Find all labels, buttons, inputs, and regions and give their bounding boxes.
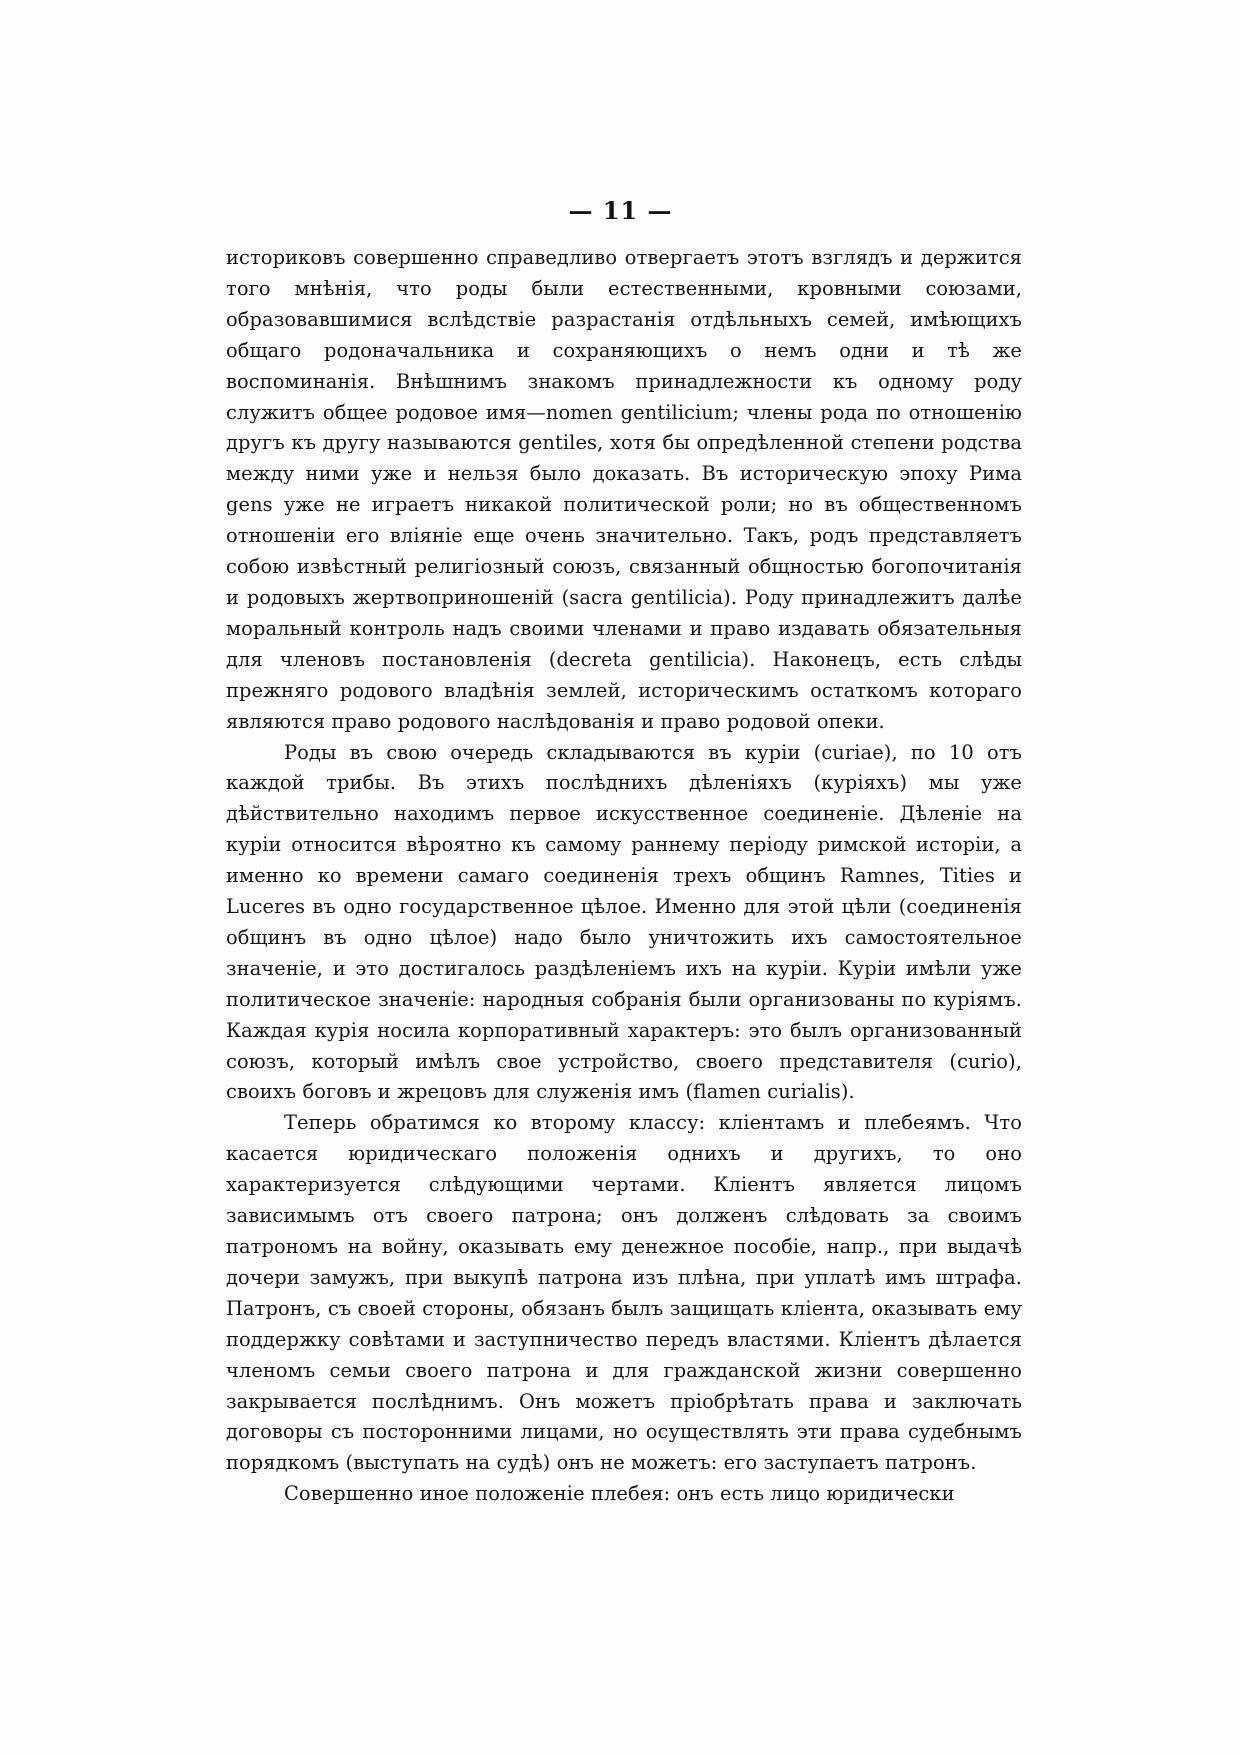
paragraph-3: Теперь обратимся ко второму классу: кліентамъ и плебеямъ. Что касается юридическаго положенія однихъ и другихъ, то оно характеризуется слѣдующими чертами. Кліентъ является лицомъ зависимымъ отъ своего патрона; онъ долженъ слѣдовать за своимъ патрономъ на войну, оказывать ему денежное пособіе, напр., при выдачѣ дочери замужъ, при выкупѣ патрона изъ плѣна, при уплатѣ имъ штрафа. Патронъ, съ своей стороны, обязанъ былъ защищать кліента, оказывать ему поддержку совѣтами и заступничество передъ властями. Кліентъ дѣлается членомъ семьи своего патрона и для гражданской жизни совершенно закрывается послѣднимъ. Онъ можетъ пріобрѣтать права и заключать договоры съ посторонними лицами, но осуществлять эти права судебнымъ порядкомъ (выступать на судѣ) онъ не можетъ: его заступаетъ патронъ. xyxy=(226,1111,1022,1475)
paragraph-2: Роды въ свою очередь складываются въ куріи (curiae), по 10 отъ каждой трибы. Въ этихъ послѣднихъ дѣленіяхъ (куріяхъ) мы уже дѣйствительно находимъ первое искусственное соединеніе. Дѣленіе на куріи относится вѣроятно къ самому раннему періоду римской исторіи, а именно ко времени самаго соединенія трехъ общинъ Ramnes, Tities и Luceres въ одно государственное цѣлое. Именно для этой цѣли (соединенія общинъ въ одно цѣлое) надо было уничтожить ихъ самостоятельное значеніе, и это достигалось раздѣленіемъ ихъ на куріи. Куріи имѣли уже политическое значеніе: народныя собранія были организованы по куріямъ. Каждая курія носила корпоративный характеръ: это былъ организованный союзъ, который имѣлъ свое устройство, своего представителя (curio), своихъ боговъ и жрецовъ для служенія имъ (flamen curialis). xyxy=(226,740,1022,1104)
body-text xyxy=(226,243,1022,1510)
page-number: — 11 — xyxy=(568,196,673,225)
paragraph-4: Совершенно иное положеніе плебея: онъ есть лицо юридически xyxy=(284,1482,955,1506)
paragraph-1: историковъ совершенно справедливо отвергаетъ этотъ взглядъ и держится того мнѣнія, что роды были естественными, кровными союзами, образовавшимися вслѣдствіе разрастанія отдѣльныхъ семей, имѣющихъ общаго родоначальника и сохраняющихъ о немъ одни и тѣ же воспоминанія. Внѣшнимъ знакомъ принадлежности къ одному роду служитъ общее родовое имя—nomen gentilicium; члены рода по отношенію другъ къ другу называются gentiles, хотя бы опредѣленной степени родства между ними уже и нельзя было доказать. Въ историческую эпоху Рима gens уже не играетъ никакой политической роли; но въ общественномъ отношеніи его вліяніе еще очень значительно. Такъ, родъ представляетъ собою извѣстный религіозный союзъ, связанный общностью богопочитанія и родовыхъ жертвоприношеній (sacra gentilicia). Роду принадлежитъ далѣе моральный контроль надъ своими членами и право издавать обязательныя для членовъ постановленія (decreta gentilicia). Наконецъ, есть слѣды прежняго родового владѣнія землей, историческимъ остаткомъ котораго являются право родового наслѣдованія и право родовой опеки. xyxy=(226,246,1022,733)
